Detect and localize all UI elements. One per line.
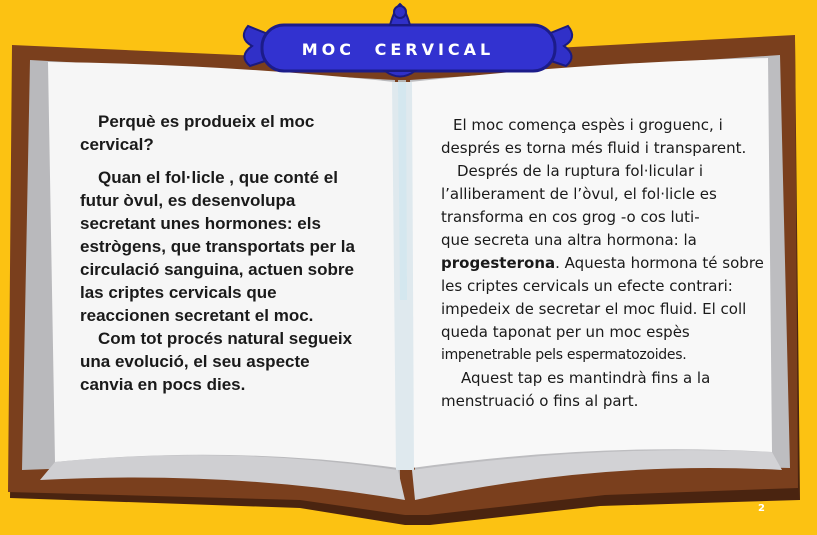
left-page-text: [80, 110, 385, 396]
right-line-6: que secreta una altra hormona: la: [441, 231, 697, 249]
paragraph2-line-3: canvia en pocs dies.: [80, 375, 246, 394]
slide-title: MOC CERVICAL: [301, 39, 495, 59]
right-line-2: després es torna més fluid i transparent.: [441, 139, 747, 157]
paragraph2-line-2: una evolució, el seu aspecte: [80, 352, 310, 371]
right-line-7: [441, 252, 771, 275]
right-line-12: Aquest tap es mantindrà fins a la: [461, 369, 711, 387]
right-line-13: menstruació o fins al part.: [441, 392, 639, 410]
right-line-9: impedeix de secretar el moc fluid. El coll: [441, 300, 747, 318]
progesterona-term: progesterona: [441, 254, 556, 272]
paragraph1-line-3: secretant unes hormones: els: [80, 214, 321, 233]
right-line-11: impenetrable pels espermatozoides.: [441, 347, 687, 363]
paragraph1-line-6: las criptes cervicals que: [80, 283, 277, 302]
right-line-8: les criptes cervicals un efecte contrari:: [441, 277, 733, 295]
paragraph1-line-2: futur òvul, es desenvolupa: [80, 191, 296, 210]
right-line-5: transforma en cos grog -o cos luti-: [441, 208, 700, 226]
page-number: 2: [758, 503, 765, 514]
right-line-3: Després de la ruptura fol·licular i: [457, 162, 704, 180]
right-line-1: El moc comença espès i groguenc, i: [453, 116, 723, 134]
right-page-text: [441, 114, 771, 413]
right-line-4: l’alliberament de l’òvul, el fol·licle es: [441, 185, 717, 203]
paragraph1-line-5: circulació sanguina, actuen sobre: [80, 260, 354, 279]
paragraph1-line-7: reaccionen secretant el moc.: [80, 306, 314, 325]
paragraph1-line-4: estrògens, que transportats per la: [80, 237, 355, 256]
question-line-1: Perquè es produeix el moc: [98, 112, 315, 131]
question-line-2: cervical?: [80, 135, 154, 154]
paragraph2-line-1: Com tot procés natural segueix: [98, 329, 353, 348]
right-line-10: queda taponat per un moc espès: [441, 323, 690, 341]
paragraph1-line-1: Quan el fol·licle , que conté el: [98, 168, 338, 187]
right-line-7-rest: . Aquesta hormona té sobre: [555, 254, 764, 272]
